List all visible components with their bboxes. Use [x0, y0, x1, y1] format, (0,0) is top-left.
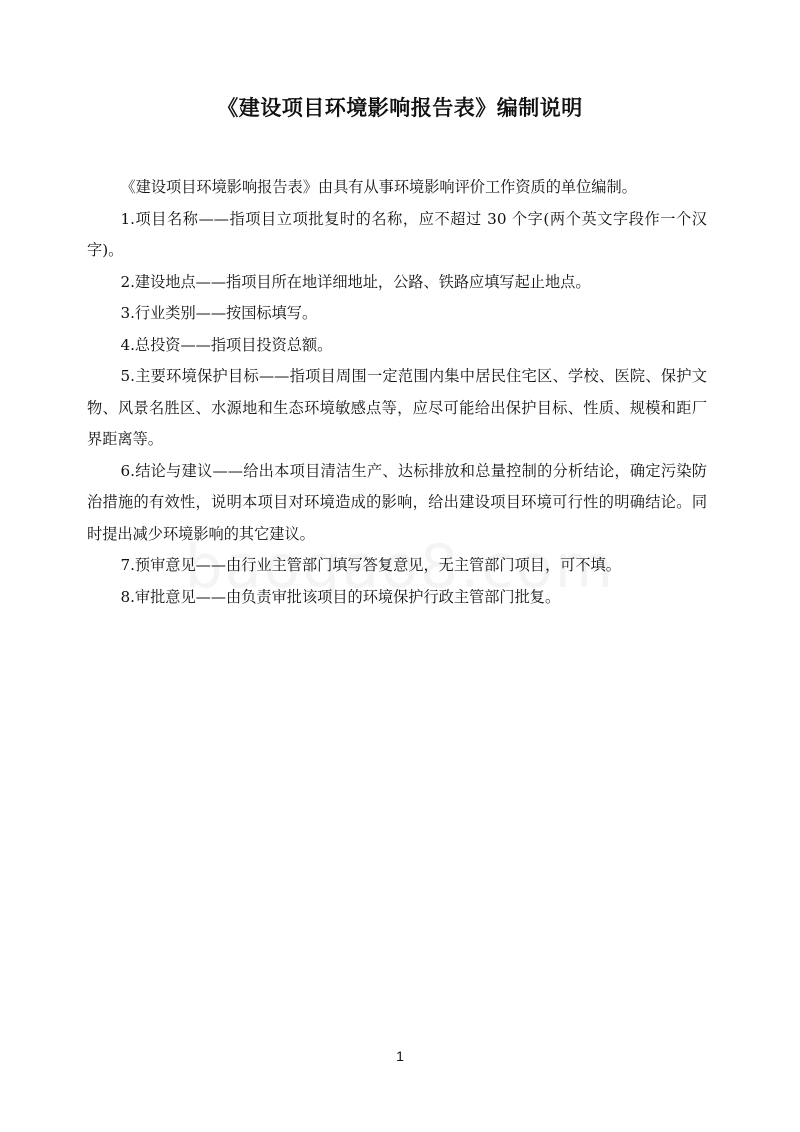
document-body — [87, 172, 707, 613]
paragraph-industry-category: 3.行业类别——按国标填写。 — [120, 304, 318, 322]
page-number: 1 — [396, 1048, 404, 1064]
paragraph-intro: 《建设项目环境影响报告表》由具有从事环境影响评价工作资质的单位编制。 — [120, 178, 637, 196]
paragraph-approval: 8.审批意见——由负责审批该项目的环境保护行政主管部门批复。 — [120, 587, 561, 606]
paragraph-project-name: 1.项目名称——指项目立项批复时的名称，应不超过 30 个字(两个英文字段作一个汉字)。 — [87, 209, 707, 259]
document-title: 《建设项目环境影响报告表》编制说明 — [217, 95, 583, 120]
paragraph-total-investment: 4.总投资——指项目投资总额。 — [120, 335, 333, 354]
paragraph-conclusion: 6.结论与建议——给出本项目清洁生产、达标排放和总量控制的分析结论，确定污染防治措施的有效性，说明本项目对环境造成的影响，给出建设项目环境可行性的明确结论。同时提出减少环境影响的其它建议。 — [87, 461, 707, 543]
paragraph-location: 2.建设地点——指项目所在地详细地址，公路、铁路应填写起止地点。 — [120, 272, 591, 291]
paragraph-pre-review: 7.预审意见——由行业主管部门填写答复意见，无主管部门项目，可不填。 — [120, 556, 621, 574]
paragraph-protection-targets: 5.主要环境保护目标——指项目周围一定范围内集中居民住宅区、学校、医院、保护文物、风景名胜区、水源地和生态环境敏感点等，应尽可能给出保护目标、性质、规模和距厂界距离等。 — [87, 367, 707, 448]
